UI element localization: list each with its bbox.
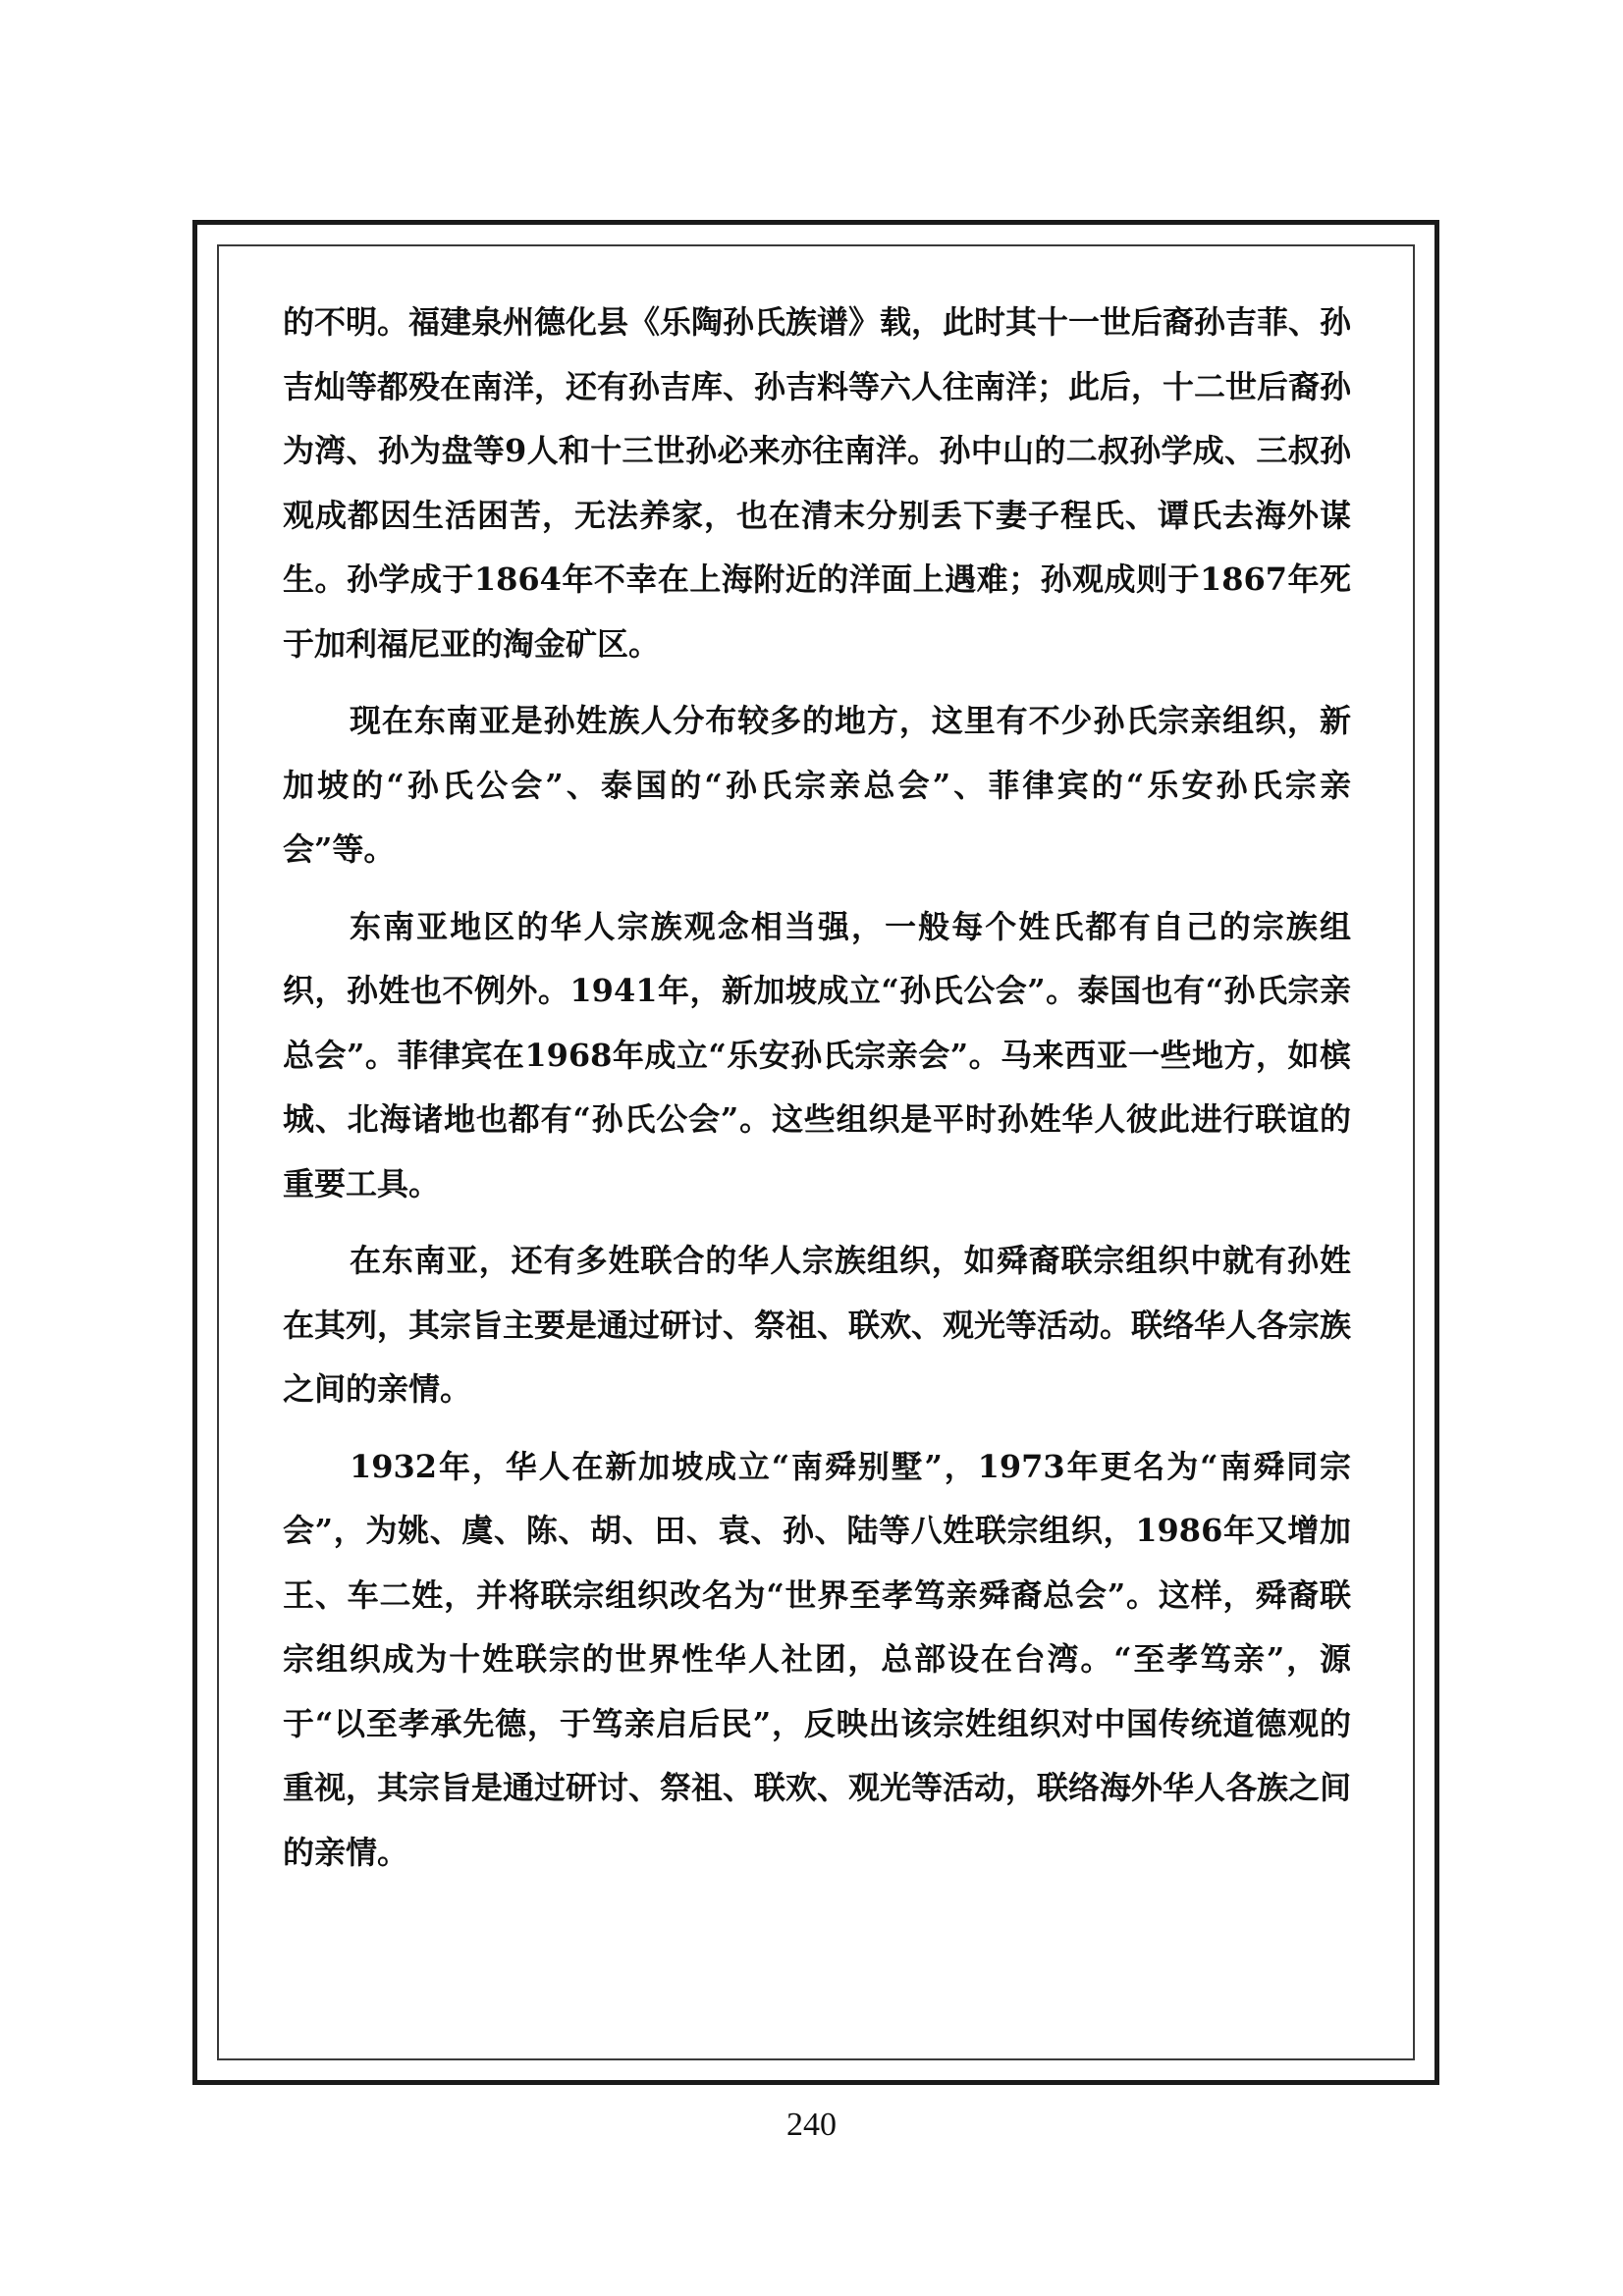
paragraph-2: 现在东南亚是孙姓族人分布较多的地方，这里有不少孙氏宗亲组织，新加坡的“孙氏公会”、泰国的“孙氏宗亲总会”、菲律宾的“乐安孙氏宗亲会”等。	[283, 702, 1351, 868]
body-text	[283, 291, 1351, 1897]
paragraph-5: 1932年，华人在新加坡成立“南舜别墅”，1973年更名为“南舜同宗会”，为姚、虞、陈、胡、田、袁、孙、陆等八姓联宗组织，1986年又增加王、车二姓，并将联宗组织改名为“世界至孝笃亲舜裔总会”。这样，舜裔联宗组织成为十姓联宗的世界性华人社团，总部设在台湾。“至孝笃亲”，源于“以至孝承先德，于笃亲启后民”，反映出该宗姓组织对中国传统道德观的重视，其宗旨是通过研讨、祭祖、联欢、观光等活动，联络海外华人各族之间的亲情。	[283, 1447, 1352, 1871]
paragraph-3: 东南亚地区的华人宗族观念相当强，一般每个姓氏都有自己的宗族组织，孙姓也不例外。1941年，新加坡成立“孙氏公会”。泰国也有“孙氏宗亲总会”。菲律宾在1968年成立“乐安孙氏宗亲会”。马来西亚一些地方，如槟城、北海诸地也都有“孙氏公会”。这些组织是平时孙姓华人彼此进行联谊的重要工具。	[283, 907, 1351, 1202]
page-number: 240	[786, 2107, 837, 2143]
paragraph-1: 的不明。福建泉州德化县《乐陶孙氏族谱》载，此时其十一世后裔孙吉菲、孙吉灿等都殁在南洋，还有孙吉库、孙吉料等六人往南洋；此后，十二世后裔孙为湾、孙为盘等9人和十三世孙必来亦往南洋。孙中山的二叔孙学成、三叔孙观成都因生活困苦，无法养家，也在清末分别丢下妻子程氏、谭氏去海外谋生。孙学成于1864年不幸在上海附近的洋面上遇难；孙观成则于1867年死于加利福尼亚的淘金矿区。	[283, 303, 1352, 663]
paragraph-4: 在东南亚，还有多姓联合的华人宗族组织，如舜裔联宗组织中就有孙姓在其列，其宗旨主要是通过研讨、祭祖、联欢、观光等活动。联络华人各宗族之间的亲情。	[283, 1242, 1352, 1408]
